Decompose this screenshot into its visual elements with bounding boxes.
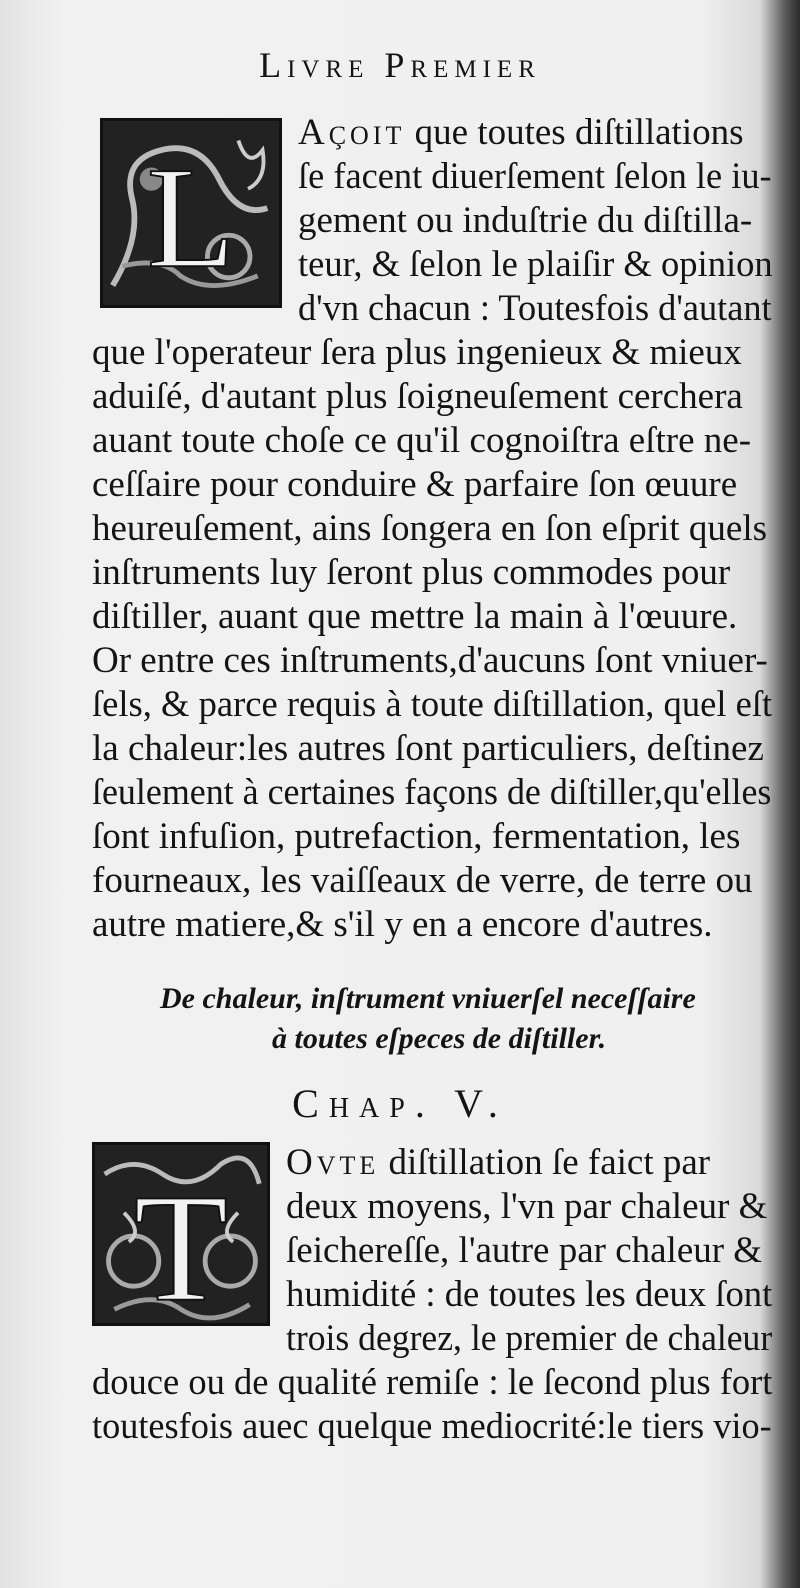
paragraph1-line-1: Açoit que toutes diſtillations [298, 112, 744, 153]
paragraph1-line-17: ſont infuſion, putrefaction, fermentation, les [92, 816, 741, 857]
paragraph1-line-4: teur, & ſelon le plaiſir & opinion [298, 244, 773, 285]
paragraph1-line-8: auant toute choſe ce qu'il cognoiſtra eſtre ne- [92, 420, 752, 461]
paragraph2-line-3: ſeichereſſe, l'autre par chaleur & [286, 1230, 763, 1271]
paragraph1-line-14: ſels, & parce requis à toute diſtillation, quel eſt [92, 684, 773, 725]
decorated-initial-a [100, 118, 282, 308]
paragraph1-line-7: aduiſé, d'autant plus ſoigneuſement cerchera [92, 376, 743, 417]
paragraph1-line-18: fourneaux, les vaiſſeaux de verre, de terre ou [92, 860, 753, 901]
running-head: Livre Premier [259, 45, 541, 85]
paragraph2-line-4: humidité : de toutes les deux ſont [286, 1274, 773, 1315]
paragraph2-line-7: toutesfois auec quelque mediocrité:le tiers vio- [92, 1406, 772, 1447]
paragraph2-line-1: Ovte diſtillation ſe faict par [286, 1142, 711, 1183]
chapter-label: Chap. V. [292, 1081, 508, 1126]
paragraph1-line-19: autre matiere,& s'il y en a encore d'autres. [92, 904, 713, 945]
paragraph2-line-5: trois degrez, le premier de chaleur [286, 1318, 773, 1359]
ornament-icon [103, 121, 279, 305]
paragraph1-line-2: ſe facent diuerſement ſelon le iu- [298, 156, 772, 197]
section-heading-line-2: à toutes eſpeces de diſtiller. [272, 1022, 607, 1055]
paragraph1-line-13: Or entre ces inſtruments,d'aucuns ſont vniuer- [92, 640, 768, 681]
paragraph1-line-10: heureuſement, ains ſongera en ſon eſprit quels [92, 508, 768, 549]
svg-text:L: L [146, 138, 236, 299]
svg-text:T: T [133, 1162, 229, 1323]
paragraph1-line-6: que l'operateur ſera plus ingenieux & mieux [92, 332, 742, 373]
paragraph2-line-6: douce ou de qualité remiſe : le ſecond plus fort [92, 1362, 773, 1403]
paragraph1-line-16: ſeulement à certaines façons de diſtiller,qu'elles [92, 772, 772, 813]
paragraph1-line-3: gement ou induſtrie du diſtilla- [298, 200, 753, 241]
paragraph2-line-2: deux moyens, l'vn par chaleur & [286, 1186, 768, 1227]
section-heading-line-1: De chaleur, inſtrument vniuerſel neceſſaire [160, 982, 696, 1015]
paragraph1-line-12: diſtiller, auant que mettre la main à l'œuure. [92, 596, 738, 637]
ornament-icon [95, 1145, 267, 1323]
paragraph1-line-9: ceſſaire pour conduire & parfaire ſon œuure [92, 464, 738, 505]
paragraph1-line-15: la chaleur:les autres ſont particuliers, deſtinez [92, 728, 764, 769]
paragraph1-line-11: inſtruments luy ſeront plus commodes pour [92, 552, 731, 593]
paragraph1-line-5: d'vn chacun : Toutesfois d'autant [298, 288, 772, 329]
decorated-initial-t [92, 1142, 270, 1326]
